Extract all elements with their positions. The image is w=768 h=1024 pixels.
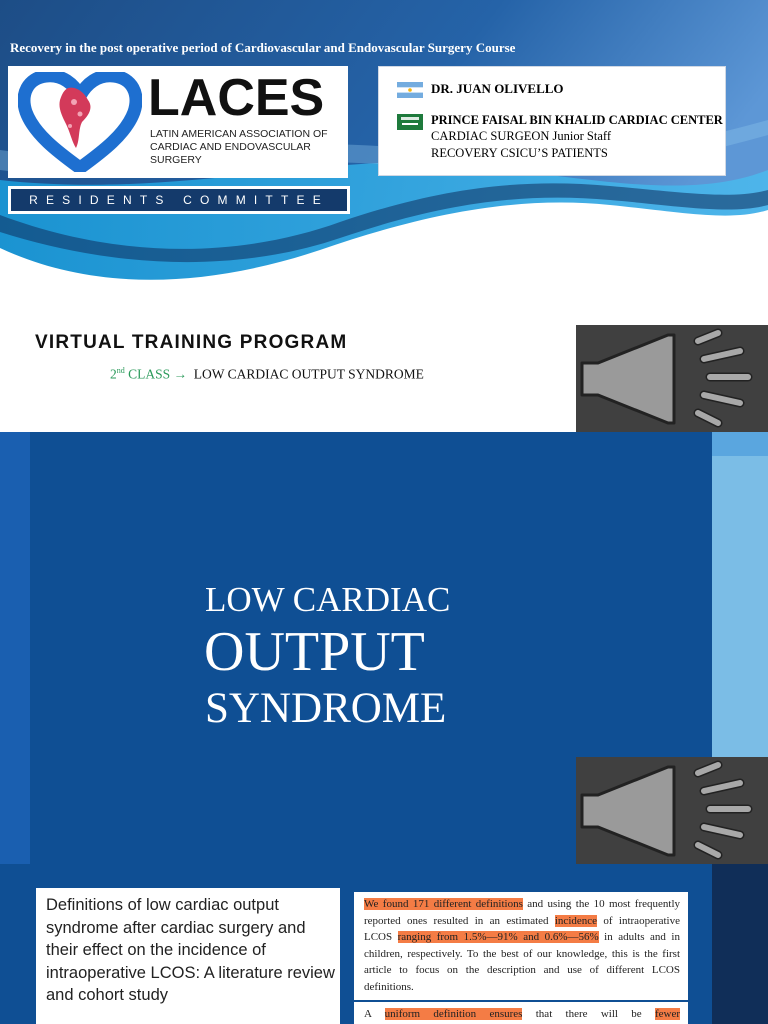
- speaker-icon: [576, 325, 768, 432]
- speaker-role: CARDIAC SURGEON Junior Staff: [431, 129, 611, 143]
- heart-map-icon: [18, 72, 142, 172]
- class-suffix: nd: [116, 366, 125, 375]
- abstract-text: that there will be: [522, 1008, 655, 1020]
- abstract-excerpt: [354, 892, 688, 1000]
- section-title-line-3: SYNDROME: [205, 685, 447, 732]
- literature-slide: [0, 864, 768, 1024]
- title-slide: [0, 0, 768, 432]
- section-title-slide: [0, 432, 768, 864]
- abstract-text: and using the 10 most frequently reported ones resulted in an estimated: [364, 898, 680, 927]
- speaker-duty: RECOVERY CSICU’S PATIENTS: [431, 146, 608, 160]
- speaker-icon: [576, 757, 768, 864]
- speaker-info-card: [378, 66, 726, 176]
- speaker-name: DR. JUAN OLIVELLO: [431, 81, 564, 96]
- audio-play-button[interactable]: [576, 757, 768, 864]
- section-title-line-2: OUTPUT: [204, 621, 425, 683]
- class-number: 2: [110, 366, 117, 382]
- logo-wordmark: LACES: [148, 69, 325, 127]
- highlighted-phrase: incidence: [554, 914, 598, 927]
- abstract-paragraph-2: [364, 1006, 680, 1022]
- right-accent-top: [712, 432, 768, 456]
- arrow-right-icon: →: [173, 366, 188, 382]
- abstract-paragraph-1: [364, 896, 680, 996]
- program-title: VIRTUAL TRAINING PROGRAM: [35, 332, 348, 353]
- class-word: CLASS: [124, 366, 171, 382]
- highlighted-phrase: ranging from 1.5%—91% and 0.6%—56%: [397, 931, 599, 944]
- abstract-text: of intraoperative LCOS: [364, 914, 680, 944]
- right-accent-bar: [712, 864, 768, 1024]
- audio-play-button[interactable]: [576, 325, 768, 432]
- highlighted-phrase: We found 171 different definitions: [364, 898, 523, 910]
- abstract-text: A: [364, 1008, 385, 1020]
- abstract-text: in adults and in children, respectively. To the best of our knowledge, this is the first article to focus on the description and use of different LCOS definitions.: [364, 931, 680, 993]
- highlighted-phrase: fewer: [654, 1008, 680, 1020]
- section-title-line-1: LOW CARDIAC: [205, 580, 451, 619]
- course-title: Recovery in the post operative period of Cardiovascular and Endovascular Surgery Course: [10, 40, 516, 55]
- residents-committee-banner: RESIDENTS COMMITTEE: [8, 186, 350, 214]
- argentina-flag-icon: [397, 82, 423, 98]
- class-topic: LOW CARDIAC OUTPUT SYNDROME: [193, 366, 424, 382]
- laces-logo: [8, 66, 348, 178]
- abstract-excerpt-2: [354, 1002, 688, 1024]
- saudi-arabia-flag-icon: [397, 114, 423, 130]
- highlighted-phrase: uniform definition ensures: [384, 1008, 523, 1020]
- speaker-center: PRINCE FAISAL BIN KHALID CARDIAC CENTER: [431, 113, 723, 127]
- left-accent-bar: [0, 432, 30, 864]
- paper-title-card: [36, 888, 340, 1024]
- class-line: [110, 366, 424, 383]
- paper-title: Definitions of low cardiac output syndrome after cardiac surgery and their effect on the incidence of intraoperative LCOS: A literature review and cohort study: [46, 896, 335, 1004]
- logo-subtitle: LATIN AMERICAN ASSOCIATION OF CARDIAC AND ENDOVASCULAR SURGERY: [150, 128, 328, 166]
